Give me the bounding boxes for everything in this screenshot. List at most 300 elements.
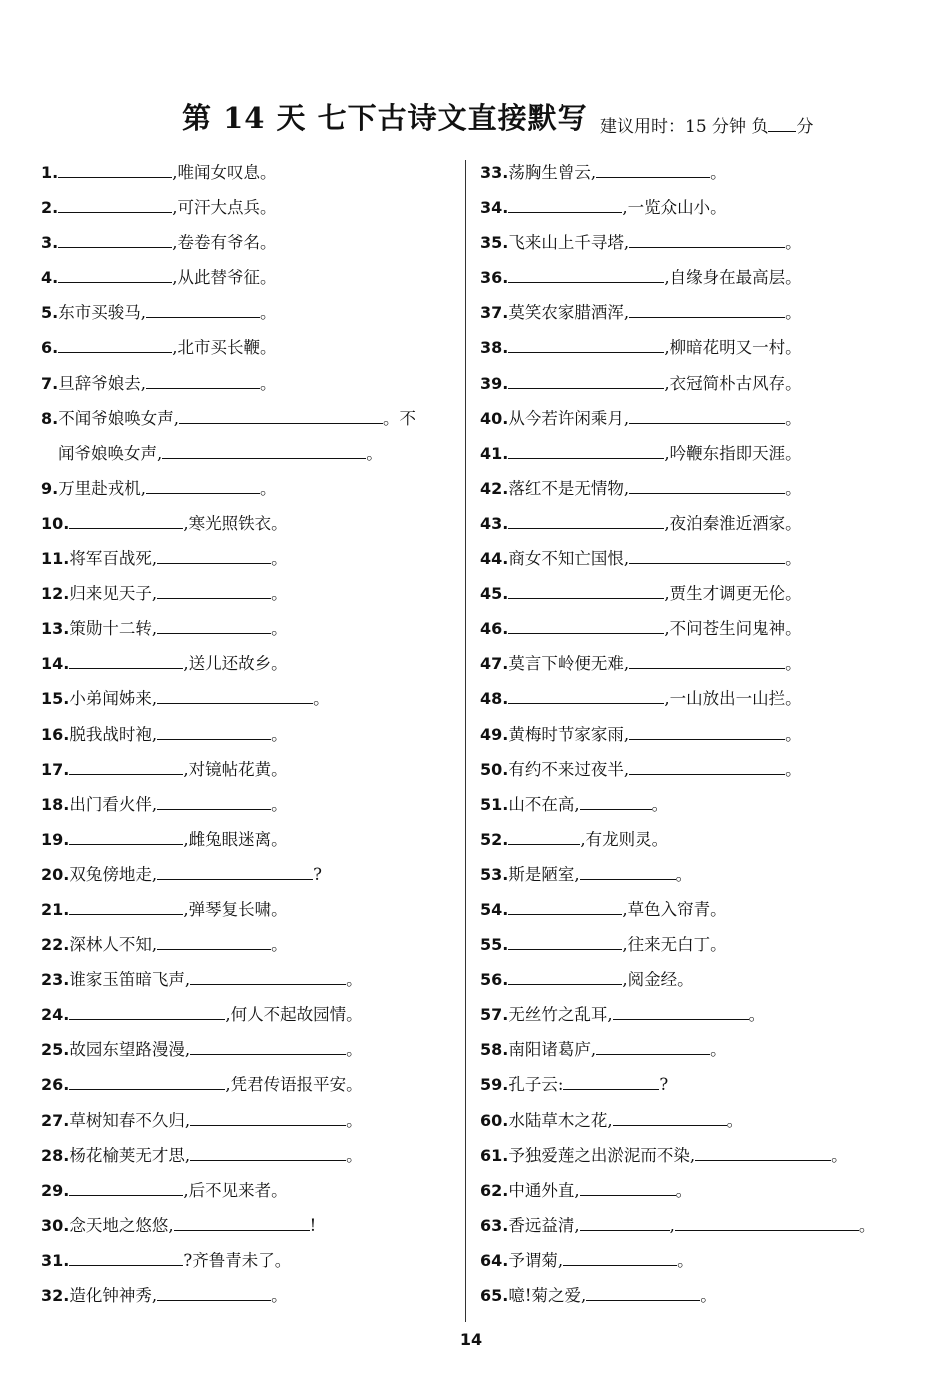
page-title: 第 14 天 七下古诗文直接默写 (182, 101, 588, 135)
answer-blank[interactable] (508, 932, 622, 950)
answer-blank[interactable] (69, 757, 183, 775)
question-number: 25. (41, 1040, 70, 1060)
answer-blank[interactable] (508, 371, 664, 389)
question-number: 40. (480, 408, 509, 428)
question-line (480, 546, 900, 581)
question-number: 26. (41, 1075, 70, 1095)
verse-text: ,送儿还故乡。 (183, 654, 288, 674)
answer-blank[interactable] (157, 932, 271, 950)
answer-blank[interactable] (580, 1178, 676, 1196)
verse-text: 。 (271, 584, 288, 604)
verse-text: 香远益清, (508, 1215, 580, 1235)
answer-blank[interactable] (629, 406, 785, 424)
answer-blank[interactable] (508, 897, 622, 915)
answer-blank[interactable] (190, 1108, 346, 1126)
verse-text: 。 (271, 935, 288, 955)
question-number: 21. (41, 899, 70, 919)
score-unit: 分 (796, 117, 814, 137)
verse-text: 。 (675, 864, 693, 884)
question-number: 60. (480, 1110, 509, 1130)
question-line (480, 651, 900, 686)
verse-text: 。 (259, 303, 277, 323)
question-number: 4. (41, 268, 59, 288)
question-line (480, 406, 900, 441)
question-line (480, 616, 900, 651)
answer-blank[interactable] (69, 827, 183, 845)
verse-text: 中通外直, (508, 1180, 580, 1200)
verse-text: 噫!菊之爱, (508, 1286, 587, 1305)
question-number: 34. (480, 198, 509, 218)
answer-blank[interactable] (58, 160, 172, 178)
question-line (480, 897, 900, 932)
question-line (480, 862, 900, 897)
score-blank[interactable] (768, 117, 796, 132)
verse-text: 。 (346, 1145, 363, 1165)
verse-text: 。不 (382, 408, 416, 428)
question-number: 57. (480, 1005, 509, 1025)
question-number: 50. (480, 759, 509, 779)
question-line (480, 722, 900, 757)
verse-text: 商女不知亡国恨, (508, 549, 630, 569)
question-number: 32. (41, 1286, 70, 1305)
question-line (41, 160, 455, 195)
question-line (480, 1072, 900, 1107)
question-line (480, 511, 900, 546)
answer-blank[interactable] (629, 651, 785, 669)
verse-text: 。 (748, 1005, 766, 1025)
question-number: 19. (41, 829, 70, 849)
question-line (480, 1178, 900, 1213)
verse-text: ,凭君传语报平安。 (225, 1075, 363, 1095)
answer-blank[interactable] (629, 722, 785, 740)
verse-text: ,一览众山小。 (622, 198, 727, 218)
question-line (41, 757, 455, 792)
question-number: 3. (41, 233, 59, 253)
question-line (41, 792, 455, 827)
verse-text: 。 (785, 549, 802, 569)
question-line (41, 1002, 455, 1037)
verse-text: 莫笑农家腊酒浑, (508, 303, 630, 323)
verse-text: ? (313, 864, 322, 884)
verse-text: 无丝竹之乱耳, (508, 1005, 613, 1025)
answer-blank[interactable] (508, 335, 664, 353)
question-line (41, 651, 455, 686)
question-line (41, 1178, 455, 1213)
verse-text: ,弹琴复长啸。 (183, 899, 288, 919)
verse-text: 。 (259, 373, 277, 393)
answer-blank[interactable] (157, 792, 271, 810)
answer-blank[interactable] (629, 300, 785, 318)
verse-text: 。 (726, 1110, 744, 1130)
verse-text: 予独爱莲之出淤泥而不染, (508, 1145, 696, 1165)
verse-text: ,柳暗花明又一村。 (664, 338, 802, 358)
verse-text: 。 (366, 443, 383, 463)
verse-text: 莫言下岭便无难, (508, 654, 630, 674)
answer-blank[interactable] (157, 546, 271, 564)
question-line (41, 862, 455, 897)
verse-text: 落红不是无情物, (508, 478, 630, 498)
question-number: 12. (41, 584, 70, 604)
question-number: 35. (480, 233, 509, 253)
verse-text: 。 (346, 970, 363, 990)
verse-text: ! (309, 1215, 317, 1235)
verse-text: 将军百战死, (69, 549, 158, 569)
question-line (41, 406, 455, 441)
answer-blank[interactable] (69, 897, 183, 915)
question-line (480, 371, 900, 406)
question-number: 56. (480, 970, 509, 990)
question-line (41, 546, 455, 581)
question-line (480, 932, 900, 967)
verse-text: 荡胸生曾云, (508, 163, 597, 182)
verse-text: ,吟鞭东指即天涯。 (664, 443, 802, 463)
question-line (41, 932, 455, 967)
verse-text: 。 (785, 478, 802, 498)
question-number: 30. (41, 1215, 70, 1235)
question-number: 51. (480, 794, 509, 814)
question-line (41, 371, 455, 406)
question-number: 13. (41, 619, 70, 639)
verse-text: 。 (675, 1180, 693, 1200)
suggest-time-text: 建议用时：15 分钟 负 (600, 117, 769, 137)
verse-text: 。 (710, 163, 727, 182)
answer-blank[interactable] (596, 1037, 710, 1055)
question-number: 53. (480, 864, 509, 884)
verse-text: 。 (710, 1040, 727, 1060)
question-line (480, 160, 900, 195)
question-number: 15. (41, 689, 70, 709)
verse-text: ,衣冠简朴古风存。 (664, 373, 802, 393)
answer-blank[interactable] (58, 265, 172, 283)
answer-blank[interactable] (69, 1072, 225, 1090)
question-number: 1. (41, 163, 59, 182)
verse-text: ,阅金经。 (622, 970, 694, 990)
answer-blank[interactable] (157, 581, 271, 599)
verse-text: 杨花榆荚无才思, (69, 1145, 191, 1165)
answer-blank[interactable] (695, 1143, 831, 1161)
suggested-time (600, 112, 813, 137)
verse-text: 孔子云: (508, 1075, 564, 1095)
verse-text: 。 (346, 1040, 363, 1060)
verse-text: 从今若许闲乘月, (508, 408, 630, 428)
answer-blank[interactable] (508, 511, 664, 529)
verse-text: 。 (271, 794, 288, 814)
verse-text: 。 (271, 619, 288, 639)
verse-text: 。 (785, 724, 802, 744)
verse-text: 不闻爷娘唤女声, (58, 408, 179, 428)
question-line (480, 792, 900, 827)
answer-blank[interactable] (190, 1143, 346, 1161)
question-number: 36. (480, 268, 509, 288)
question-number: 38. (480, 338, 509, 358)
verse-text: 脱我战时袍, (69, 724, 158, 744)
answer-blank[interactable] (563, 1072, 659, 1090)
answer-blank[interactable] (508, 441, 664, 459)
answer-blank[interactable] (580, 792, 652, 810)
answer-blank[interactable] (508, 195, 622, 213)
verse-text: 。 (700, 1286, 717, 1305)
question-line (480, 265, 900, 300)
question-line (41, 300, 455, 335)
verse-text: 万里赴戎机, (58, 478, 146, 498)
verse-text: 小弟闻姊来, (69, 689, 158, 709)
answer-blank[interactable] (629, 476, 785, 494)
page-number: 14 (459, 1330, 483, 1349)
verse-text: 归来见天子, (69, 584, 158, 604)
answer-blank[interactable] (58, 195, 172, 213)
answer-blank[interactable] (162, 441, 366, 459)
verse-text: ,往来无白丁。 (622, 935, 727, 955)
question-line (480, 195, 900, 230)
question-line (41, 722, 455, 757)
column-divider (465, 160, 466, 1322)
answer-blank[interactable] (69, 1248, 183, 1266)
left-column (41, 160, 455, 1318)
question-number: 27. (41, 1110, 70, 1130)
question-number: 29. (41, 1180, 70, 1200)
question-line (480, 335, 900, 370)
verse-text: ,唯闻女叹息。 (172, 163, 277, 182)
verse-text: ,何人不起故园情。 (225, 1005, 363, 1025)
question-line (41, 686, 455, 721)
question-number: 18. (41, 794, 70, 814)
answer-blank[interactable] (508, 827, 580, 845)
question-number: 54. (480, 899, 509, 919)
verse-text: 水陆草木之花, (508, 1110, 613, 1130)
answer-blank[interactable] (157, 686, 313, 704)
question-line (480, 1248, 900, 1283)
verse-text: ,有龙则灵。 (580, 829, 669, 849)
question-number: 11. (41, 549, 70, 569)
answer-blank[interactable] (157, 722, 271, 740)
answer-blank[interactable] (146, 300, 260, 318)
verse-text: ,夜泊秦淮近酒家。 (664, 513, 802, 533)
question-number: 9. (41, 478, 59, 498)
question-number: 48. (480, 689, 509, 709)
answer-blank[interactable] (629, 546, 785, 564)
question-number: 10. (41, 513, 70, 533)
answer-blank[interactable] (508, 265, 664, 283)
verse-text: 。 (259, 478, 277, 498)
verse-text: ?齐鲁青未了。 (183, 1250, 292, 1270)
question-line (41, 335, 455, 370)
question-line (480, 1002, 900, 1037)
question-line (480, 1213, 900, 1248)
question-number: 37. (480, 303, 509, 323)
question-line (41, 476, 455, 511)
verse-text: 斯是陋室, (508, 864, 580, 884)
question-number: 8. (41, 408, 59, 428)
answer-blank[interactable] (629, 230, 785, 248)
question-number: 20. (41, 864, 70, 884)
question-line (41, 1213, 455, 1248)
verse-text: 。 (785, 408, 802, 428)
answer-blank[interactable] (157, 616, 271, 634)
question-line (480, 1108, 900, 1143)
question-number: 52. (480, 829, 509, 849)
verse-text: 东市买骏马, (58, 303, 146, 323)
question-number: 49. (480, 724, 509, 744)
verse-text: ,北市买长鞭。 (172, 338, 277, 358)
question-line-continuation (41, 441, 455, 476)
verse-text: , (669, 1215, 675, 1235)
question-number: 39. (480, 373, 509, 393)
verse-text: 。 (858, 1215, 876, 1235)
answer-blank[interactable] (675, 1213, 859, 1231)
verse-text: 。 (785, 233, 802, 253)
question-line (41, 1248, 455, 1283)
question-number: 2. (41, 198, 59, 218)
question-line (41, 1108, 455, 1143)
answer-blank[interactable] (629, 757, 785, 775)
answer-blank[interactable] (157, 862, 313, 880)
verse-text: ,可汗大点兵。 (172, 198, 277, 218)
verse-text: 黄梅时节家家雨, (508, 724, 630, 744)
answer-blank[interactable] (190, 1037, 346, 1055)
verse-text: 。 (271, 549, 288, 569)
answer-blank[interactable] (146, 371, 260, 389)
verse-text: 。 (346, 1110, 363, 1130)
answer-blank[interactable] (58, 335, 172, 353)
question-number: 5. (41, 303, 59, 323)
verse-text: 予谓菊, (508, 1250, 564, 1270)
question-number: 62. (480, 1180, 509, 1200)
question-line (41, 511, 455, 546)
question-number: 31. (41, 1250, 70, 1270)
question-line (41, 967, 455, 1002)
answer-blank[interactable] (563, 1248, 677, 1266)
question-line (480, 967, 900, 1002)
verse-text: 谁家玉笛暗飞声, (69, 970, 191, 990)
page-header (0, 96, 942, 144)
question-number: 47. (480, 654, 509, 674)
question-number: 63. (480, 1215, 509, 1235)
verse-text: 。 (271, 724, 288, 744)
question-number: 28. (41, 1145, 70, 1165)
answer-blank[interactable] (179, 406, 383, 424)
question-number: 46. (480, 619, 509, 639)
verse-text: 草树知春不久归, (69, 1110, 191, 1130)
verse-text: 故园东望路漫漫, (69, 1040, 191, 1060)
answer-blank[interactable] (613, 1108, 727, 1126)
verse-text: ,雌兔眼迷离。 (183, 829, 288, 849)
answer-blank[interactable] (146, 476, 260, 494)
answer-blank[interactable] (586, 1283, 700, 1301)
question-line (480, 476, 900, 511)
answer-blank[interactable] (58, 230, 172, 248)
verse-text: ,不问苍生问鬼神。 (664, 619, 802, 639)
verse-text: 双兔傍地走, (69, 864, 158, 884)
question-number: 23. (41, 970, 70, 990)
answer-blank[interactable] (190, 967, 346, 985)
question-number: 58. (480, 1040, 509, 1060)
verse-text: 。 (785, 759, 802, 779)
question-line (41, 265, 455, 300)
verse-text: ,自缘身在最高层。 (664, 268, 802, 288)
question-number: 6. (41, 338, 59, 358)
verse-text: 。 (785, 654, 802, 674)
answer-blank[interactable] (508, 686, 664, 704)
question-number: 65. (480, 1286, 509, 1305)
answer-blank[interactable] (508, 616, 664, 634)
answer-blank[interactable] (508, 967, 622, 985)
verse-text: 。 (651, 794, 669, 814)
verse-text: 。 (831, 1145, 848, 1165)
question-number: 55. (480, 935, 509, 955)
question-line (41, 1283, 455, 1318)
question-number: 45. (480, 584, 509, 604)
answer-blank[interactable] (157, 1283, 271, 1301)
answer-blank[interactable] (69, 1002, 225, 1020)
question-line (480, 581, 900, 616)
question-number: 22. (41, 935, 70, 955)
verse-text: ,草色入帘青。 (622, 899, 727, 919)
question-line (41, 1143, 455, 1178)
question-line (480, 441, 900, 476)
question-line (480, 1283, 900, 1318)
verse-text: ,卷卷有爷名。 (172, 233, 277, 253)
answer-blank[interactable] (69, 511, 183, 529)
question-number: 14. (41, 654, 70, 674)
verse-text: ,寒光照铁衣。 (183, 513, 288, 533)
question-line (41, 195, 455, 230)
question-line (41, 581, 455, 616)
question-line (480, 1143, 900, 1178)
question-line (480, 686, 900, 721)
answer-blank[interactable] (174, 1213, 310, 1231)
question-number: 44. (480, 549, 509, 569)
verse-text: ,一山放出一山拦。 (664, 689, 802, 709)
verse-text: ? (659, 1075, 669, 1095)
answer-blank[interactable] (508, 581, 664, 599)
question-number: 17. (41, 759, 70, 779)
verse-text: 造化钟神秀, (69, 1286, 158, 1305)
verse-text: 南阳诸葛庐, (508, 1040, 597, 1060)
question-number: 61. (480, 1145, 509, 1165)
verse-text: 闻爷娘唤女声, (58, 443, 163, 463)
answer-blank[interactable] (580, 862, 676, 880)
answer-blank[interactable] (580, 1213, 670, 1231)
question-line (41, 230, 455, 265)
question-line (41, 1072, 455, 1107)
question-number: 24. (41, 1005, 70, 1025)
verse-text: 念天地之悠悠, (69, 1215, 174, 1235)
answer-blank[interactable] (69, 651, 183, 669)
question-line (480, 300, 900, 335)
verse-text: ,从此替爷征。 (172, 268, 277, 288)
answer-blank[interactable] (596, 160, 710, 178)
verse-text: ,对镜帖花黄。 (183, 759, 288, 779)
verse-text: 出门看火伴, (69, 794, 158, 814)
verse-text: ,后不见来者。 (183, 1180, 288, 1200)
question-line (480, 827, 900, 862)
answer-blank[interactable] (69, 1178, 183, 1196)
verse-text: 。 (677, 1250, 694, 1270)
verse-text: 飞来山上千寻塔, (508, 233, 630, 253)
verse-text: 策勋十二转, (69, 619, 158, 639)
question-number: 64. (480, 1250, 509, 1270)
verse-text: 。 (785, 303, 802, 323)
question-line (41, 827, 455, 862)
question-number: 41. (480, 443, 509, 463)
question-number: 16. (41, 724, 70, 744)
question-number: 7. (41, 373, 59, 393)
verse-text: 。 (271, 1286, 288, 1305)
right-column (480, 160, 900, 1318)
answer-blank[interactable] (613, 1002, 749, 1020)
verse-text: 山不在高, (508, 794, 580, 814)
verse-text: ,贾生才调更无伦。 (664, 584, 802, 604)
